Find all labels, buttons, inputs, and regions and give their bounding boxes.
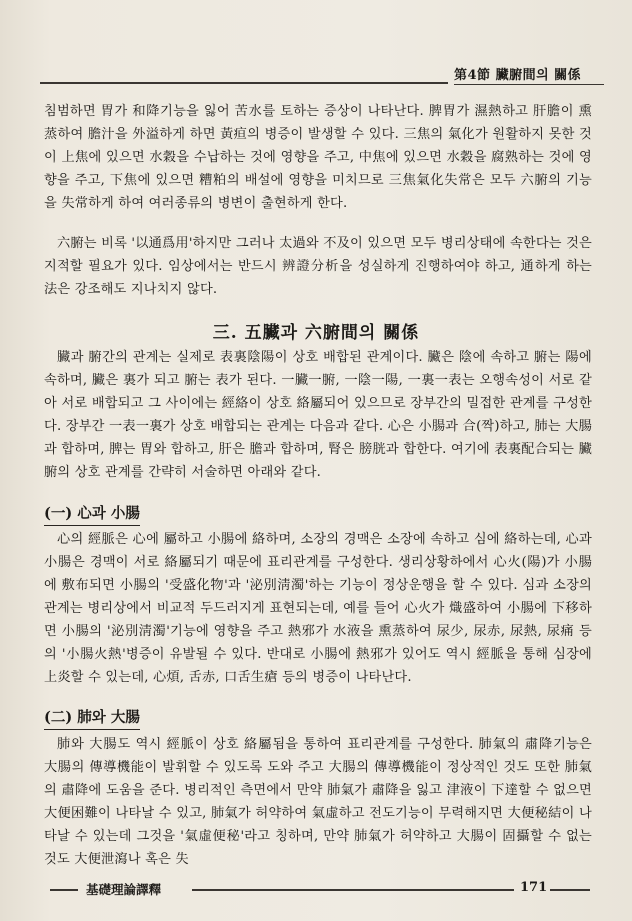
- subheading-heart-small-intestine: (一) 心과 小腸: [44, 502, 140, 526]
- page-number: 171: [520, 880, 548, 895]
- section-title: 三. 五臟과 六腑間의 關係: [212, 323, 420, 343]
- paragraph-5: 肺와 大腸도 역시 經脈이 상호 絡屬됨을 통하여 표리관계를 구성한다. 肺氣의 肅降기능은 大腸의 傳導機能이 발휘할 수 있도록 도와 주고 大腸의 傳導機能이 정상적인 것도 또한 肺氣의 肅降에 도움을 준다. 병리적인 측면에서 만약 肺氣가 肅降을 잃고 津液이 下達할 수 없으면 大便困難이 나타날 수 있고, 肺氣가 허약하여 氣虛하고 전도기능이 무력해지면 大便秘結이 나타날 수 있는데 그것을 '氣虛便秘'라고 칭하며, 만약 肺氣가 허약하고 大腸이 固攝할 수 없는 것도 大便泄瀉나 혹은 失: [44, 737, 593, 867]
- header-rule: [40, 82, 448, 84]
- footer-rule-middle: [192, 889, 514, 891]
- paragraph-3: 臟과 腑간의 관계는 실제로 表裏陰陽이 상호 배합된 관계이다. 臟은 陰에 속하고 腑는 陽에 속하며, 臟은 裏가 되고 腑는 表가 된다. 一臟一腑, 一陰一陽, 一裏一表는 오행속성이 서로 같아 서로 배합되고 그 사이에는 經絡이 상호 絡屬되어 있으므로 장부간의 밀접한 관계를 구성한다. 장부간 一表一裏가 상호 배합되는 관계는 다음과 같다. 心은 小腸과 合(짝)하고, 肺는 大腸과 합하며, 脾는 胃와 합하고, 肝은 膽과 합하며, 腎은 膀胱과 합한다. 여기에 表裏配合되는 臟腑의 상호 관계를 간략히 서술하면 아래와 같다.: [44, 350, 593, 480]
- paragraph-4: 心의 經脈은 心에 屬하고 小腸에 絡하며, 소장의 경맥은 소장에 속하고 심에 絡하는데, 心과 小腸은 경맥이 서로 絡屬되기 때문에 표리관계를 구성한다. 생리상황하에서 心火(陽)가 小腸에 敷布되면 小腸의 '受盛化物'과 '泌別淸濁'하는 기능이 정상운행을 할 수 있다. 심과 소장의 관계는 병리상에서 비교적 두드러지게 표현되는데, 예를 들어 心火가 熾盛하여 小腸에 下移하면 小腸의 '泌別淸濁'기능에 영향을 주고 熱邪가 水液을 熏蒸하여 尿少, 尿赤, 尿熱, 尿痛 등의 '小腸火熱'병증이 유발될 수 있다. 반대로 小腸에 熱邪가 있어도 역시 經脈을 통해 심장에 上炎할 수 있는데, 心煩, 舌赤, 口舌生瘡 등의 병증이 나타난다.: [44, 532, 592, 685]
- paragraph-2: 六腑는 비록 '以通爲用'하지만 그러나 太過와 不及이 있으면 모두 병리상태에 속한다는 것은 지적할 필요가 있다. 임상에서는 반드시 辨證分析을 성실하게 진행하여야 하고, 通하게 하는 法은 강조해도 지나치지 않다.: [44, 236, 592, 297]
- running-header: 第4節 臟腑間의 關係: [454, 68, 582, 83]
- footer-rule-right: [550, 889, 590, 891]
- paragraph-1: 침범하면 胃가 和降기능을 잃어 苦水를 토하는 증상이 나타난다. 脾胃가 濕熱하고 肝膽이 熏蒸하여 膽汁을 外溢하게 하면 黃疸의 병증이 발생할 수 있다. 三焦의 氣化가 원활하지 못한 것이 上焦에 있으면 水穀을 수납하는 것에 영향을 주고, 中焦에 있으면 水穀을 腐熟하는 것에 영향을 주고, 下焦에 있으면 糟粕의 배설에 영향을 미치므로 三焦氣化失常은 모두 六腑의 기능을 失常하게 하여 여러종류의 병변이 출현하게 한다.: [44, 104, 592, 211]
- footer-book-title: 基礎理論譯釋: [86, 882, 162, 897]
- footer-rule-left: [50, 889, 78, 891]
- page-footer: [50, 880, 600, 900]
- header-underline: [454, 84, 604, 85]
- subheading-lung-large-intestine: (二) 肺와 大腸: [44, 706, 140, 730]
